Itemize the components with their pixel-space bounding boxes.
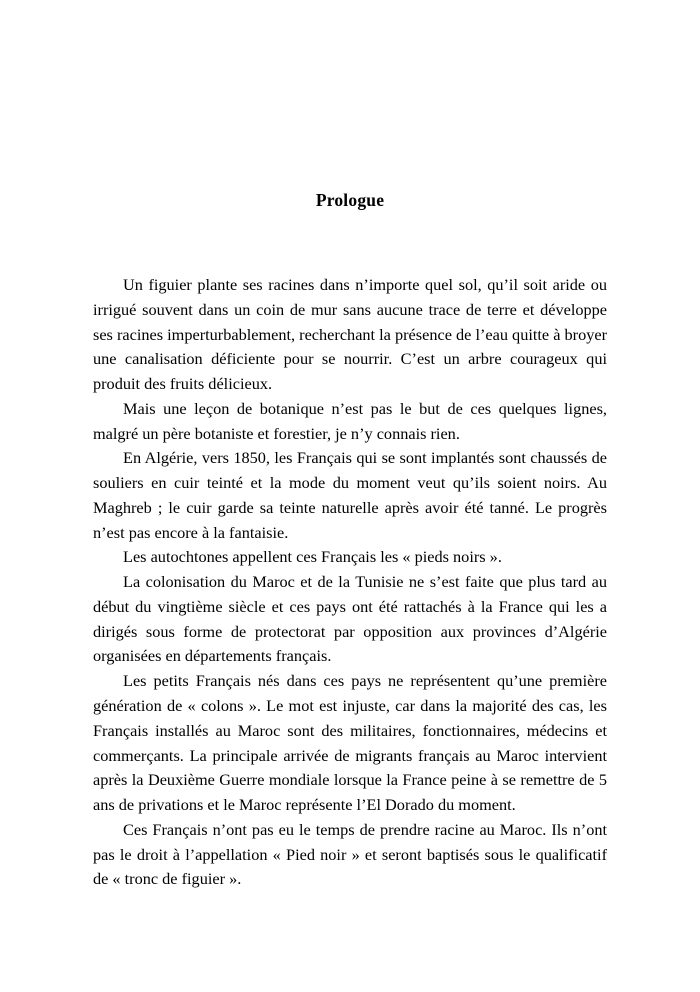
- paragraph: Un figuier plante ses racines dans n’importe quel sol, qu’il soit aride ou irrigué souvent dans un coin de mur sans aucune trace de terre et développe ses racines imperturbablement, recherchant la présence de l’eau quitte à broyer une canalisation déficiente pour se nourrir. C’est un arbre courageux qui produit des fruits délicieux.: [93, 275, 607, 394]
- paragraph: En Algérie, vers 1850, les Français qui se sont implantés sont chaussés de souliers en cuir teinté et la mode du moment veut qu’ils soient noirs. Au Maghreb ; le cuir garde sa teinte naturelle après avoir été tanné. Le progrès n’est pas encore à la fantaisie.: [93, 448, 607, 542]
- body-text: [93, 211, 607, 892]
- paragraph: Les autochtones appellent ces Français les « pieds noirs ».: [123, 547, 502, 567]
- page-content: [93, 0, 607, 892]
- paragraph: Ces Français n’ont pas eu le temps de prendre racine au Maroc. Ils n’ont pas le droit à l’appellation « Pied noir » et seront baptisés sous le qualificatif de « tronc de figuier ».: [93, 819, 607, 889]
- paragraph: Les petits Français nés dans ces pays ne représentent qu’une première génération de « colons ». Le mot est injuste, car dans la majorité des cas, les Français installés au Maroc sont des militaires, fonctionnaires, médecins et commerçants. La principale arrivée de migrants français au Maroc intervient après la Deuxième Guerre mondiale lorsque la France peine à se remettre de 5 ans de privations et le Maroc représente l’El Dorado du moment.: [93, 671, 607, 815]
- paragraph: Mais une leçon de botanique n’est pas le but de ces quelques lignes, malgré un père botaniste et forestier, je n’y connais rien.: [93, 398, 607, 443]
- page-title: Prologue: [315, 190, 385, 210]
- paragraph: La colonisation du Maroc et de la Tunisie ne s’est faite que plus tard au début du vingtième siècle et ces pays ont été rattachés à la France qui les a dirigés sous forme de protectorat par opposition aux provinces d’Algérie organisées en départements français.: [93, 572, 607, 666]
